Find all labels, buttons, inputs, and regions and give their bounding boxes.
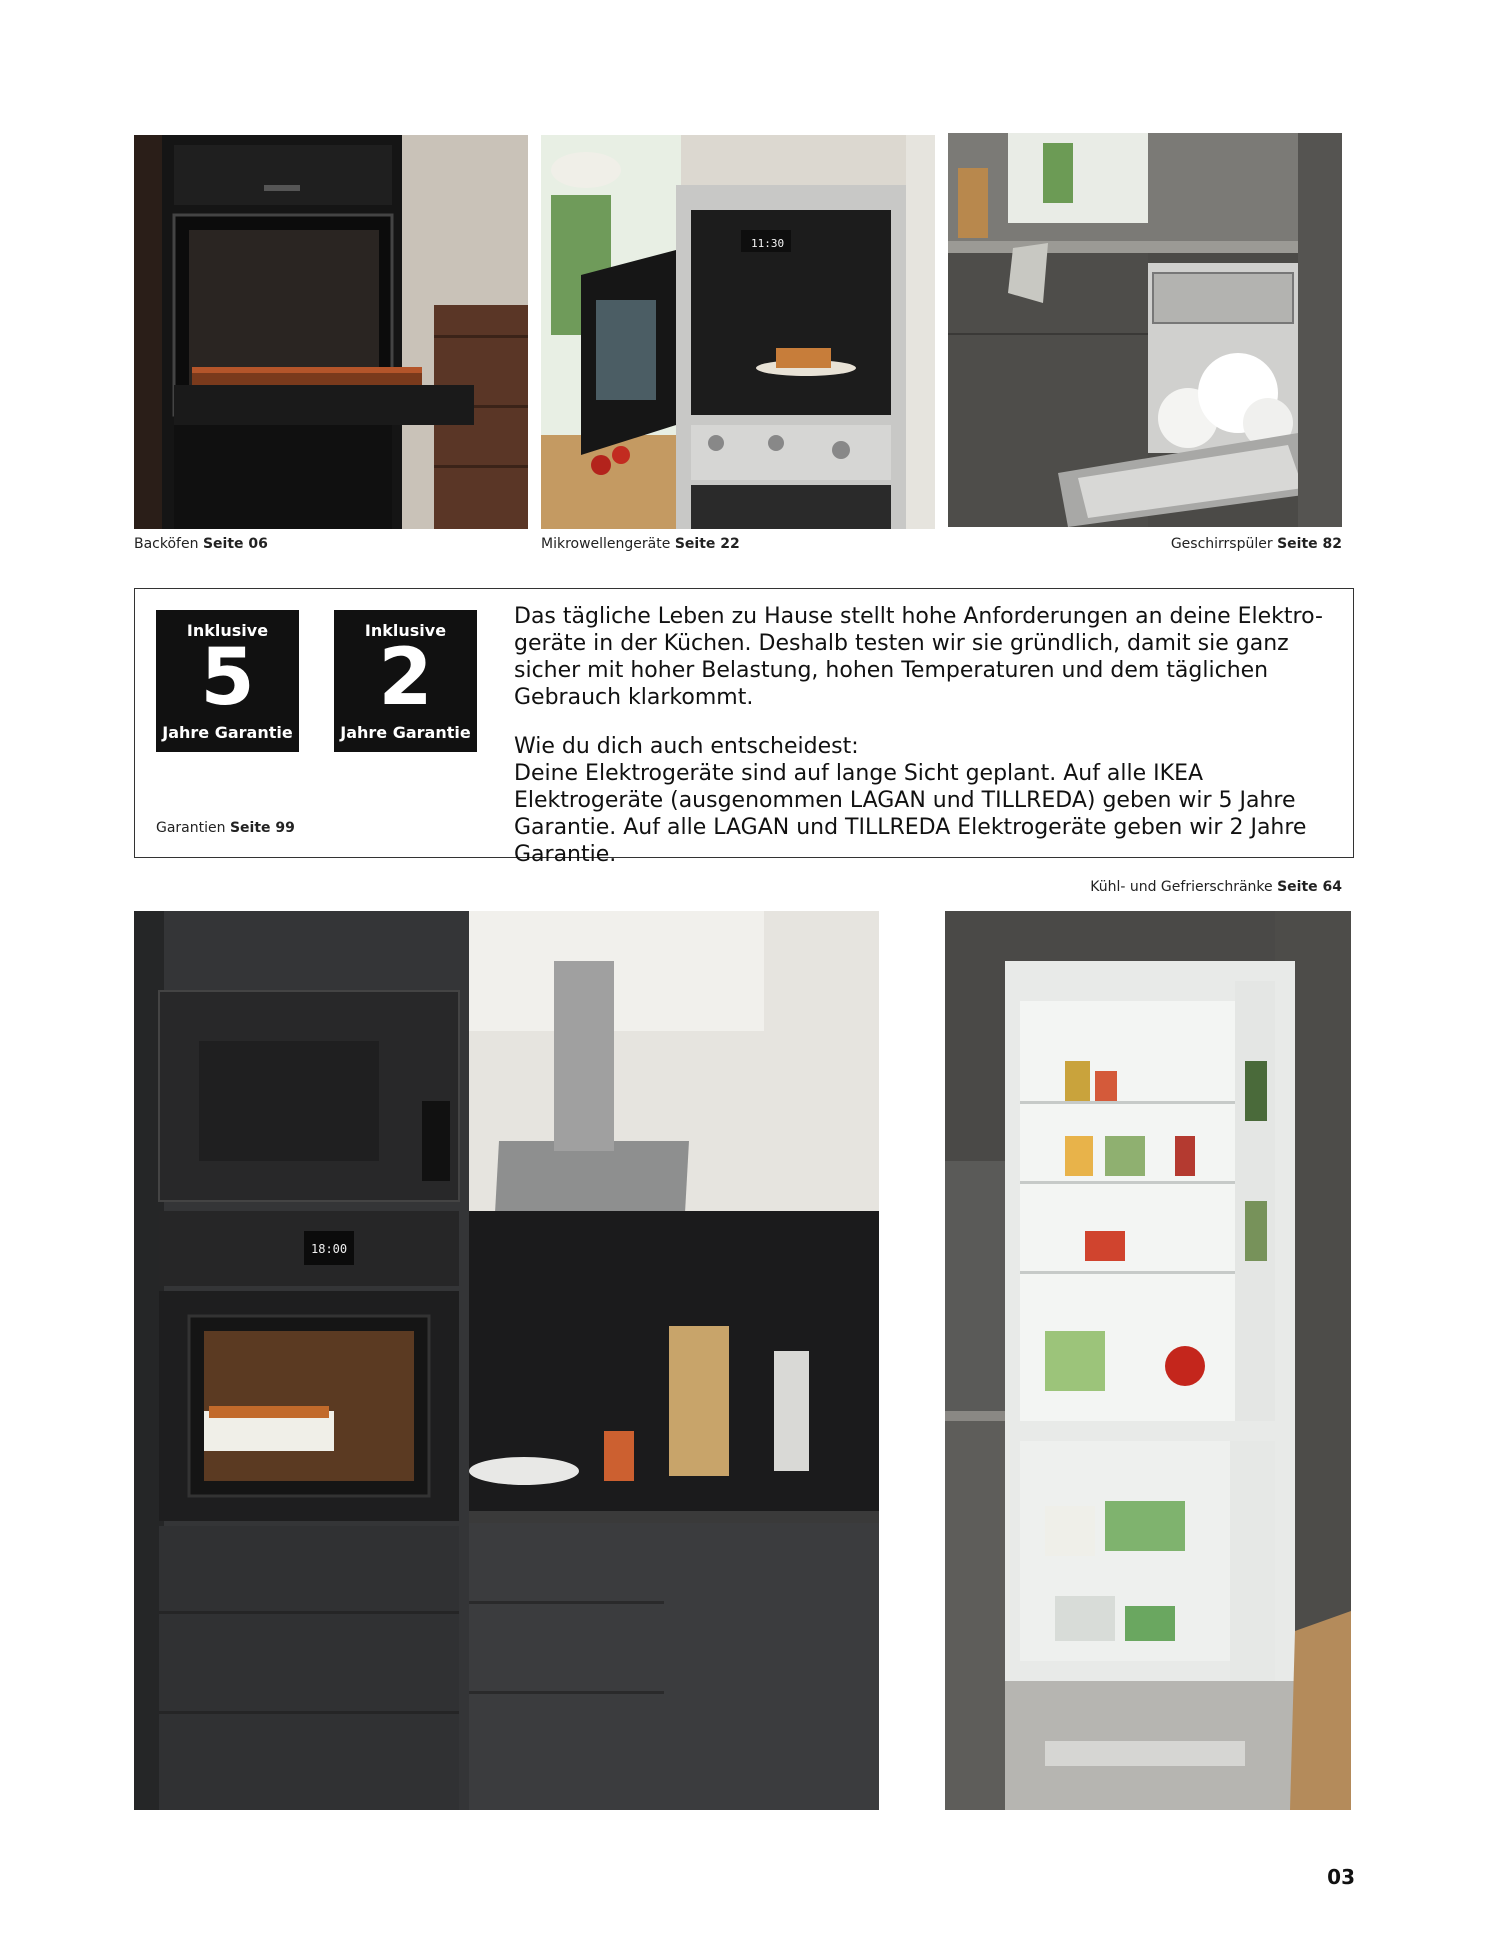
guarantee-paragraph-2: Deine Elektrogeräte sind auf lange Sicht geplant. Auf alle IKEA Elektrogeräte (ausgenommen LAGAN und TILLREDA) geben wir 5 Jahre Garantie. Auf alle LAGAN und TILLREDA Elektrogeräte geben wir 2 Jahre Garantie. [514,761,1307,867]
dishwasher-caption-label: Geschirrspüler [1170,536,1273,552]
microwave-caption[interactable] [541,536,740,552]
fridge-caption[interactable] [1090,879,1342,895]
fridge-caption-link[interactable]: Seite 64 [1277,879,1342,895]
dishwasher-photo[interactable] [948,133,1342,527]
badge-top-label: Inklusive [364,621,447,640]
oven-display: 18:00 [311,1242,348,1256]
oven-caption-link[interactable]: Seite 06 [202,536,268,552]
guarantee-box [134,588,1354,867]
dishwasher-caption-link[interactable]: Seite 82 [1277,536,1342,552]
guarantee-caption-label: Garantien [156,820,226,836]
guarantee-caption-link[interactable]: Seite 99 [229,820,295,836]
page-number: 03 [1327,1865,1355,1889]
badge-number: 5 [200,633,255,723]
badge-bottom-label: Jahre Garantie [340,723,471,742]
dishwasher-caption[interactable] [1171,536,1342,552]
guarantee-caption[interactable] [156,820,295,836]
oven-photo[interactable] [134,135,528,529]
microwave-caption-link[interactable]: Seite 22 [674,536,740,552]
microwave-display: 11:30 [751,237,785,250]
microwave-photo[interactable] [541,135,935,529]
guarantee-paragraph-1: Das tägliche Leben zu Hause stellt hohe Anforderungen an deine Elektro-geräte in der Küchen. Deshalb testen wir sie gründlich, damit sie ganz sicher mit hoher Belastung, hohen Temperaturen und dem täglichen Gebrauch klarkommt. [514,604,1323,710]
guarantee-badge-2-years [334,610,477,752]
microwave-caption-label: Mikrowellengeräte [541,536,671,552]
guarantee-paragraph-2-heading: Wie du dich auch entscheidest: [514,734,859,759]
guarantee-badge-5-years [156,610,299,752]
badge-top-label: Inklusive [186,621,269,640]
fridge-photo[interactable] [945,911,1351,1810]
kitchen-photo[interactable] [134,911,879,1810]
badge-number: 2 [378,633,433,723]
badge-bottom-label: Jahre Garantie [162,723,293,742]
oven-caption-label: Backöfen [134,536,199,552]
oven-caption[interactable] [134,536,268,552]
fridge-caption-label: Kühl- und Gefrierschränke [1090,879,1273,895]
